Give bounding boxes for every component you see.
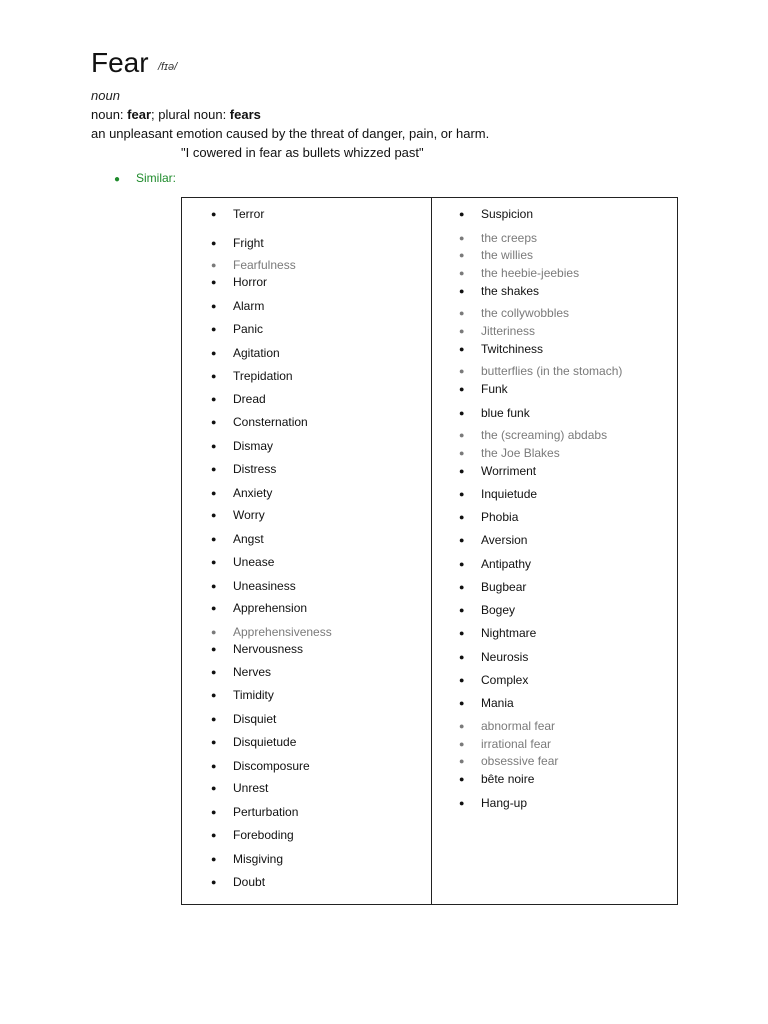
bullet-icon: ●: [459, 675, 465, 685]
synonym-text: Unease: [233, 555, 275, 569]
headword: Fear: [91, 47, 149, 78]
synonym-text: Terror: [233, 207, 265, 221]
bullet-icon: ●: [459, 774, 465, 784]
bullet-icon: ●: [211, 301, 217, 311]
bullet-icon: ●: [211, 581, 217, 591]
synonym-text: Angst: [233, 532, 264, 546]
synonym-text: Dread: [233, 392, 266, 406]
synonym-text: Suspicion: [481, 207, 534, 221]
synonym-text: Anxiety: [233, 486, 273, 500]
bullet-icon: ●: [459, 384, 465, 394]
bullet-icon: ●: [459, 209, 465, 219]
synonym-text: Bugbear: [481, 580, 527, 594]
synonym-text: butterflies (in the stomach): [481, 364, 623, 378]
synonym-text: Disquiet: [233, 712, 277, 726]
bullet-icon: ●: [459, 605, 465, 615]
bullet-icon: ●: [211, 417, 217, 427]
synonym-text: Distress: [233, 462, 277, 476]
synonym-text: Inquietude: [481, 487, 538, 501]
synonym-text: Hang-up: [481, 796, 528, 810]
bullet-icon: ●: [459, 798, 465, 808]
bullet-icon: ●: [211, 488, 217, 498]
bullet-icon: ●: [211, 783, 217, 793]
bullet-icon: ●: [459, 512, 465, 522]
bullet-icon: ●: [459, 366, 465, 376]
synonym-text: Mania: [481, 696, 514, 710]
bullet-icon: ●: [211, 854, 217, 864]
bullet-icon: ●: [459, 559, 465, 569]
bullet-icon: ●: [211, 260, 217, 270]
synonym-text: the shakes: [481, 284, 540, 298]
usage-example: "I cowered in fear as bullets whizzed past": [181, 145, 424, 160]
synonym-text: Panic: [233, 322, 264, 336]
synonym-text: Horror: [233, 275, 268, 289]
synonym-text: the creeps: [481, 231, 538, 245]
synonym-text: Doubt: [233, 875, 266, 889]
synonym-text: Unrest: [233, 781, 269, 795]
bullet-icon: ●: [459, 698, 465, 708]
synonym-text: Discomposure: [233, 759, 310, 773]
bullet-icon: ●: [459, 408, 465, 418]
bullet-icon: ●: [459, 286, 465, 296]
synonym-text: Perturbation: [233, 805, 299, 819]
bullet-icon: ●: [211, 714, 217, 724]
synonym-text: Disquietude: [233, 735, 297, 749]
bullet-icon: ●: [211, 348, 217, 358]
similar-label: Similar:: [136, 171, 177, 185]
synonym-text: Agitation: [233, 346, 280, 360]
definition: an unpleasant emotion caused by the threat of danger, pain, or harm.: [91, 126, 490, 141]
synonym-text: Worriment: [481, 464, 537, 478]
bullet-icon: ●: [211, 807, 217, 817]
plural-form: fears: [229, 107, 261, 122]
bullet-icon: ●: [459, 344, 465, 354]
synonyms-table: [181, 197, 678, 905]
bullet-icon: ●: [459, 430, 465, 440]
bullet-icon: ●: [211, 877, 217, 887]
bullet-icon: ●: [211, 737, 217, 747]
bullet-icon: ●: [211, 371, 217, 381]
synonym-text: Complex: [481, 673, 529, 687]
bullet-icon: ●: [211, 277, 217, 287]
bullet-icon: ●: [211, 209, 217, 219]
synonym-text: Nightmare: [481, 626, 537, 640]
bullet-icon: ●: [459, 721, 465, 731]
synonym-text: Apprehension: [233, 601, 308, 615]
synonym-text: Trepidation: [233, 369, 293, 383]
synonym-text: Twitchiness: [481, 342, 544, 356]
bullet-icon: ●: [211, 830, 217, 840]
bullet-icon: ●: [211, 238, 217, 248]
synonym-text: the Joe Blakes: [481, 446, 560, 460]
word-forms: [91, 107, 261, 123]
synonym-text: Misgiving: [233, 852, 284, 866]
synonym-text: the willies: [481, 248, 534, 262]
bullet-icon: ●: [459, 739, 465, 749]
bullet-icon: ●: [211, 557, 217, 567]
bullet-icon: ●: [211, 510, 217, 520]
bullet-icon: ●: [211, 644, 217, 654]
synonym-text: the collywobbles: [481, 306, 570, 320]
synonym-text: Jitteriness: [481, 324, 536, 338]
synonym-text: Apprehensiveness: [233, 625, 332, 639]
similar-heading: [114, 170, 176, 188]
bullet-icon: ●: [459, 582, 465, 592]
synonym-text: Worry: [233, 508, 265, 522]
bullet-icon: ●: [211, 690, 217, 700]
synonym-text: Uneasiness: [233, 579, 296, 593]
synonym-text: Alarm: [233, 299, 265, 313]
synonym-text: Fright: [233, 236, 264, 250]
bullet-icon: ●: [211, 761, 217, 771]
synonym-text: Nervousness: [233, 642, 304, 656]
synonym-text: Neurosis: [481, 650, 529, 664]
bullet-icon: ●: [211, 464, 217, 474]
bullet-icon: ●: [211, 394, 217, 404]
synonym-text: Aversion: [481, 533, 528, 547]
bullet-icon: ●: [459, 308, 465, 318]
synonym-text: the (screaming) abdabs: [481, 428, 608, 442]
bullet-icon: ●: [211, 627, 217, 637]
synonym-text: Consternation: [233, 415, 308, 429]
synonym-text: Funk: [481, 382, 508, 396]
synonyms-column-left: [182, 198, 432, 904]
bullet-icon: ●: [459, 756, 465, 766]
bullet-icon: ●: [459, 326, 465, 336]
bullet-icon: ●: [459, 628, 465, 638]
synonym-text: Dismay: [233, 439, 274, 453]
bullet-icon: ●: [459, 466, 465, 476]
bullet-icon: ●: [459, 489, 465, 499]
bullet-icon: ●: [211, 603, 217, 613]
synonym-text: Phobia: [481, 510, 519, 524]
synonyms-column-right: [431, 198, 677, 904]
bullet-icon: ●: [459, 250, 465, 260]
bullet-icon: ●: [211, 441, 217, 451]
singular-form: fear: [127, 107, 152, 122]
bullet-icon: ●: [114, 174, 121, 185]
synonym-text: abnormal fear: [481, 719, 556, 733]
synonym-text: Bogey: [481, 603, 516, 617]
forms-separator: ; plural noun:: [151, 107, 230, 122]
bullet-icon: ●: [211, 534, 217, 544]
phonetic-transcription: /fɪə/: [158, 61, 178, 73]
synonym-text: irrational fear: [481, 737, 552, 751]
bullet-icon: ●: [459, 448, 465, 458]
part-of-speech: noun: [91, 88, 120, 103]
synonym-text: Nerves: [233, 665, 272, 679]
synonym-text: Antipathy: [481, 557, 532, 571]
bullet-icon: ●: [459, 535, 465, 545]
synonym-text: blue funk: [481, 406, 530, 420]
bullet-icon: ●: [211, 324, 217, 334]
synonym-text: bête noire: [481, 772, 535, 786]
bullet-icon: ●: [459, 268, 465, 278]
bullet-icon: ●: [459, 233, 465, 243]
synonym-text: Fearfulness: [233, 258, 296, 272]
synonym-text: the heebie-jeebies: [481, 266, 580, 280]
bullet-icon: ●: [211, 667, 217, 677]
bullet-icon: ●: [459, 652, 465, 662]
synonym-text: Timidity: [233, 688, 274, 702]
forms-prefix: noun:: [91, 107, 128, 122]
synonym-text: obsessive fear: [481, 754, 559, 768]
synonym-text: Foreboding: [233, 828, 294, 842]
